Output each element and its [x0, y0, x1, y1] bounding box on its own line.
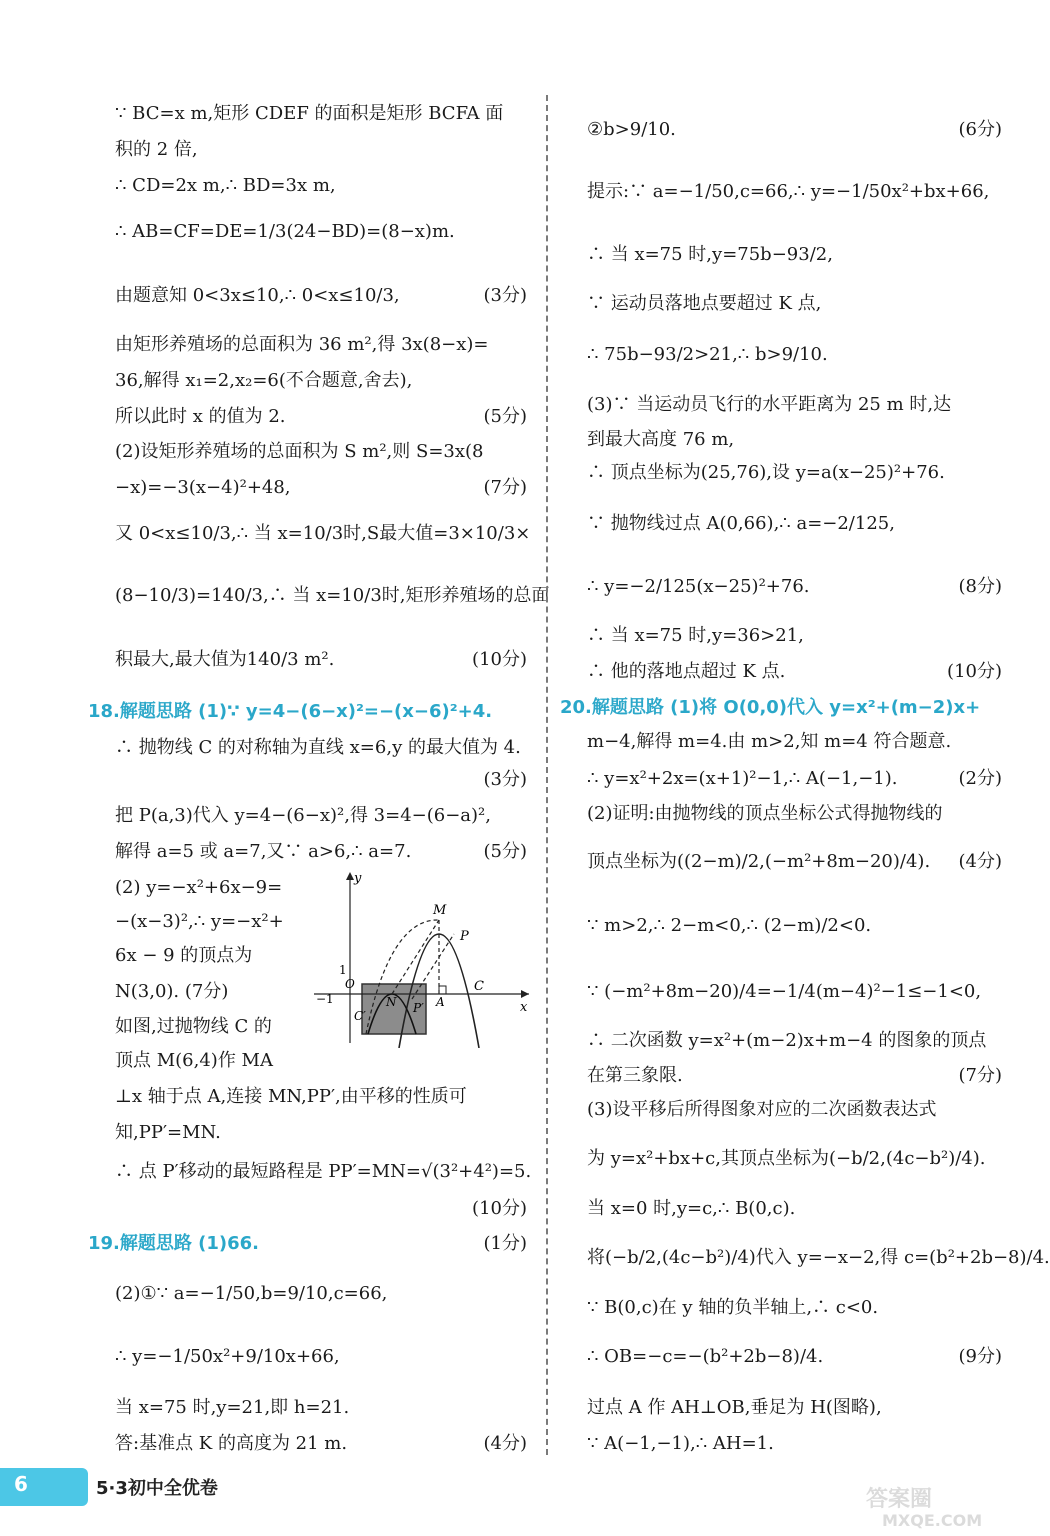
label-a: A — [436, 995, 445, 1009]
text-line: ∴ 二次函数 y=x²+(m−2)x+m−4 的图象的顶点 — [587, 1030, 987, 1051]
text-line: N(3,0). (7分) — [115, 981, 229, 1002]
text-line: −x)=−3(x−4)²+48, (7分) — [115, 477, 527, 498]
text-line: (3)设平移后所得图象对应的二次函数表达式 — [587, 1099, 937, 1120]
text-line: 又 0<x≤10/3,∴ 当 x=10/3时,S最大值=3×10/3× — [115, 523, 531, 544]
text-line: 过点 A 作 AH⊥OB,垂足为 H(图略), — [587, 1397, 882, 1418]
segment-mn — [392, 920, 439, 994]
text-line: 36,解得 x₁=2,x₂=6(不合题意,舍去), — [115, 370, 413, 391]
question-20-heading: 20.解题思路 (1)将 O(0,0)代入 y=x²+(m−2)x+ — [560, 697, 981, 718]
label-p-prime: P′ — [413, 1001, 424, 1015]
parabola-figure — [314, 868, 534, 1048]
text-line: (3分) — [483, 769, 527, 790]
question-19-heading: 19.解题思路 (1)66. (1分) — [88, 1233, 527, 1254]
text-line: 当 x=0 时,y=c,∴ B(0,c). — [587, 1198, 796, 1219]
text-line: ∴ OB=−c=−(b²+2b−8)/4. (9分) — [587, 1346, 1002, 1367]
text-line: ∴ 顶点坐标为(25,76),设 y=a(x−25)²+76. — [587, 462, 945, 483]
text-line: 为 y=x²+bx+c,其顶点坐标为(−b/2,(4c−b²)/4). — [587, 1148, 986, 1169]
page-number: 6 — [14, 1472, 28, 1496]
text-line: ∵ m>2,∴ 2−m<0,∴ (2−m)/2<0. — [587, 915, 872, 936]
question-18-heading: 18.解题思路 (1)∵ y=4−(6−x)²=−(x−6)²+4. — [88, 701, 493, 722]
text-line: (2)设矩形养殖场的总面积为 S m²,则 S=3x(8 — [115, 441, 484, 462]
text-line: 答:基准点 K 的高度为 21 m. (4分) — [115, 1433, 527, 1454]
right-angle-mark — [439, 986, 446, 994]
text-line: ⊥x 轴于点 A,连接 MN,PP′,由平移的性质可 — [115, 1086, 467, 1107]
text-line: (8−10/3)=140/3,∴ 当 x=10/3时,矩形养殖场的总面 — [115, 585, 550, 606]
text-line: 顶点坐标为((2−m)/2,(−m²+8m−20)/4). (4分) — [587, 851, 1002, 872]
label-p: P — [460, 929, 469, 944]
text-line: 如图,过抛物线 C 的 — [115, 1016, 272, 1037]
text-line: (2)证明:由抛物线的顶点坐标公式得抛物线的 — [587, 803, 943, 824]
text-line: 知,PP′=MN. — [115, 1122, 221, 1143]
label-c-prime: C′ — [354, 1009, 366, 1023]
watermark-logo — [862, 1482, 1042, 1530]
text-line: 提示:∵ a=−1/50,c=66,∴ y=−1/50x²+bx+66, — [587, 181, 990, 202]
text-line: ∴ AB=CF=DE=1/3(24−BD)=(8−x)m. — [115, 221, 455, 242]
text-line: ∴ 他的落地点超过 K 点. (10分) — [587, 661, 1002, 682]
text-line: ∵ A(−1,−1),∴ AH=1. — [587, 1433, 774, 1454]
text-line: ∵ (−m²+8m−20)/4=−1/4(m−4)²−1≤−1<0, — [587, 981, 982, 1002]
text-line: ∴ 75b−93/2>21,∴ b>9/10. — [587, 344, 828, 365]
label-neg-one: −1 — [316, 992, 334, 1006]
label-c: C — [474, 979, 484, 994]
label-n: N — [386, 995, 397, 1009]
text-line: m−4,解得 m=4.由 m>2,知 m=4 符合题意. — [587, 731, 952, 752]
text-line: (2) y=−x²+6x−9= — [115, 877, 283, 898]
label-one: 1 — [339, 963, 347, 977]
text-line: ②b>9/10. (6分) — [587, 119, 1002, 140]
text-line: ∵ 运动员落地点要超过 K 点, — [587, 293, 822, 314]
text-line: ∴ 抛物线 C 的对称轴为直线 x=6,y 的最大值为 4. — [115, 737, 521, 758]
column-divider — [546, 95, 548, 1455]
text-line: (3)∵ 当运动员飞行的水平距离为 25 m 时,达 — [587, 394, 952, 415]
text-line: 将(−b/2,(4c−b²)/4)代入 y=−x−2,得 c=(b²+2b−8)/4. — [587, 1247, 1050, 1268]
label-o: O — [345, 977, 355, 991]
label-x: x — [520, 1000, 528, 1015]
text-line: 由题意知 0<3x≤10,∴ 0<x≤10/3, (3分) — [115, 285, 527, 306]
text-line: 把 P(a,3)代入 y=4−(6−x)²,得 3=4−(6−a)², — [115, 805, 491, 826]
text-line: ∴ 当 x=75 时,y=75b−93/2, — [587, 244, 833, 265]
text-line: (2)①∵ a=−1/50,b=9/10,c=66, — [115, 1283, 388, 1304]
text-line: −(x−3)²,∴ y=−x²+ — [115, 911, 284, 932]
text-line: (10分) — [472, 1198, 527, 1219]
text-line: 积最大,最大值为140/3 m². (10分) — [115, 649, 527, 670]
text-line: ∴ CD=2x m,∴ BD=3x m, — [115, 175, 336, 196]
text-line: ∴ y=−1/50x²+9/10x+66, — [115, 1346, 340, 1367]
text-line: ∵ B(0,c)在 y 轴的负半轴上,∴ c<0. — [587, 1297, 879, 1318]
x-axis-arrow — [521, 990, 529, 998]
text-line: ∴ 点 P′移动的最短路程是 PP′=MN=√(3²+4²)=5. — [115, 1161, 532, 1182]
text-line: ∴ y=−2/125(x−25)²+76. (8分) — [587, 576, 1002, 597]
text-line: 在第三象限. (7分) — [587, 1065, 1002, 1086]
text-line: 顶点 M(6,4)作 MA — [115, 1050, 273, 1071]
text-line: 到最大高度 76 m, — [587, 429, 735, 450]
y-axis-arrow — [346, 872, 354, 880]
text-line: ∵ 抛物线过点 A(0,66),∴ a=−2/125, — [587, 513, 895, 534]
text-line: 积的 2 倍, — [115, 139, 198, 160]
text-line: ∵ BC=x m,矩形 CDEF 的面积是矩形 BCFA 面 — [115, 103, 504, 124]
text-line: 所以此时 x 的值为 2. (5分) — [115, 406, 527, 427]
text-line: 当 x=75 时,y=21,即 h=21. — [115, 1397, 350, 1418]
text-line: 6x − 9 的顶点为 — [115, 945, 253, 966]
label-m: M — [433, 903, 447, 918]
text-line: 由矩形养殖场的总面积为 36 m²,得 3x(8−x)= — [115, 334, 489, 355]
svg-text:MXQE.COM: MXQE.COM — [882, 1511, 983, 1530]
svg-text:答案圈: 答案圈 — [866, 1487, 933, 1512]
brand-label: 5·3初中全优卷 — [96, 1478, 218, 1499]
label-y: y — [354, 871, 362, 886]
text-line: 解得 a=5 或 a=7,又∵ a>6,∴ a=7. (5分) — [115, 841, 527, 862]
text-line: ∴ 当 x=75 时,y=36>21, — [587, 625, 804, 646]
text-line: ∴ y=x²+2x=(x+1)²−1,∴ A(−1,−1). (2分) — [587, 768, 1002, 789]
